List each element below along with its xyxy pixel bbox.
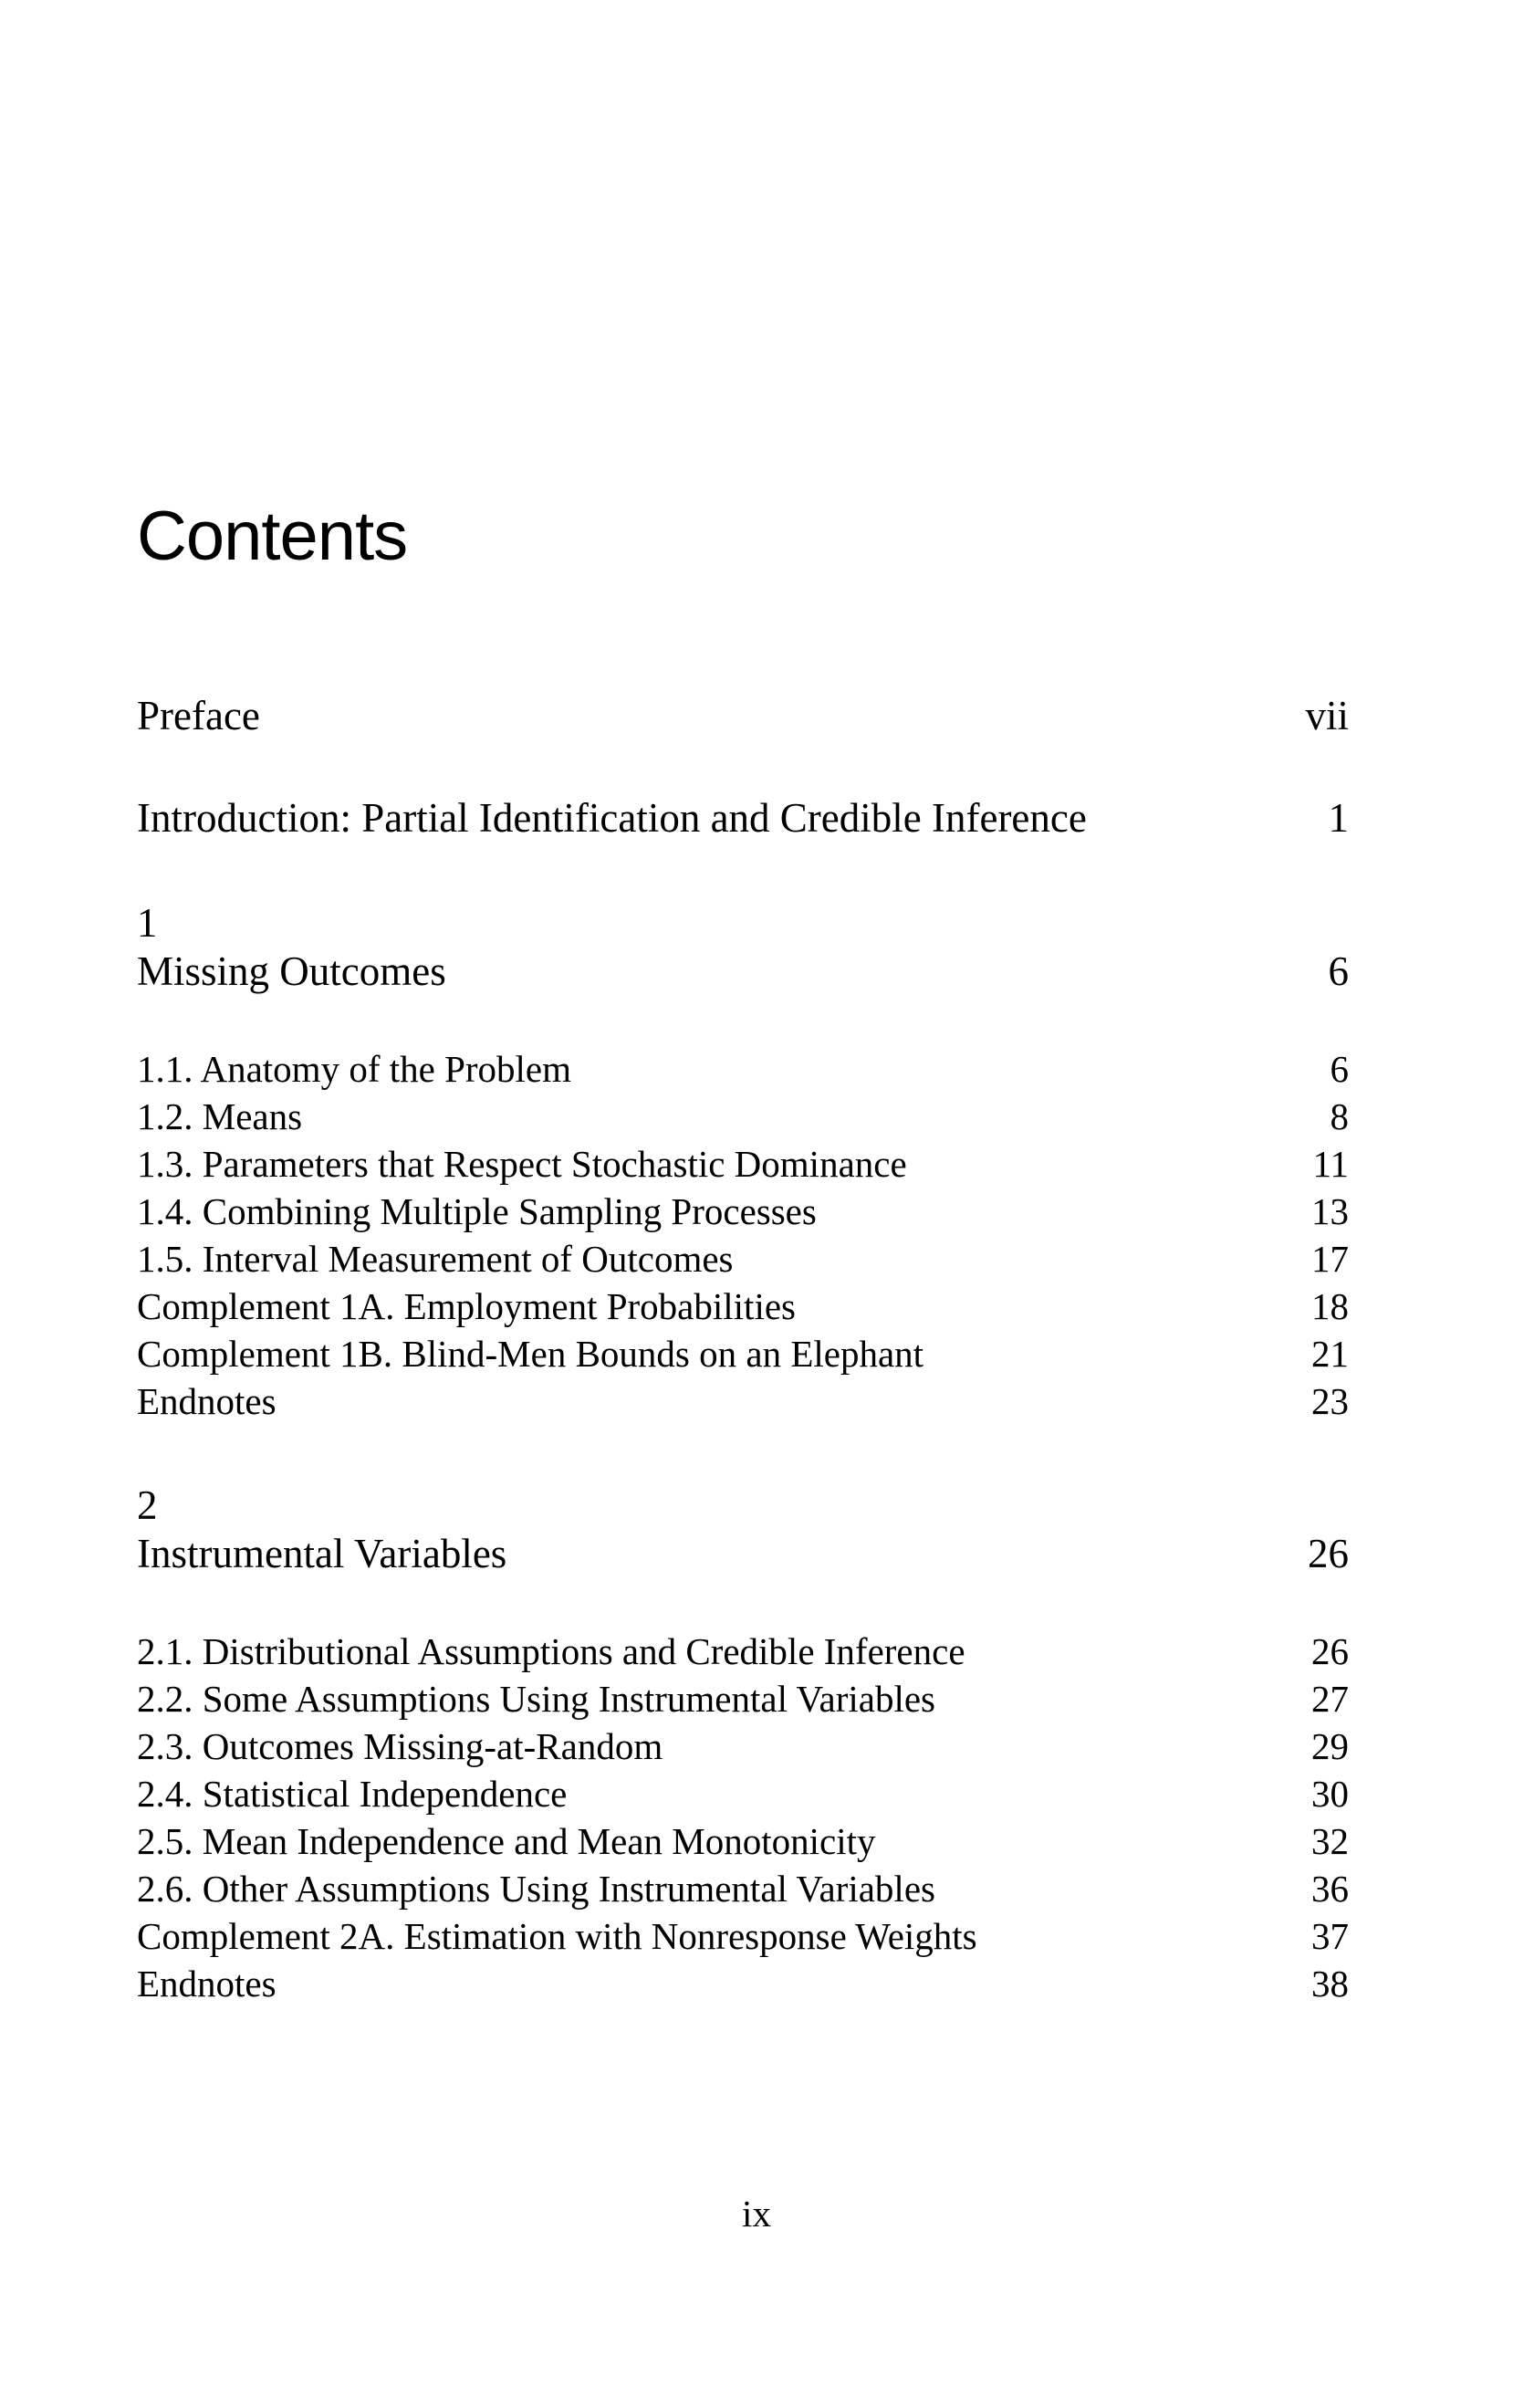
toc-section[interactable] xyxy=(137,1818,1349,1864)
toc-section[interactable] xyxy=(137,1331,1349,1377)
toc-section-label: Endnotes xyxy=(137,1963,277,2005)
toc-section[interactable] xyxy=(137,1378,1349,1424)
toc-section-label: Complement 1A. Employment Probabilities xyxy=(137,1285,796,1327)
toc-section-page: 13 xyxy=(1311,1190,1349,1232)
toc-section[interactable] xyxy=(137,1141,1349,1187)
toc-section-page: 38 xyxy=(1311,1963,1349,2005)
chapter-1-heading[interactable] xyxy=(137,947,1349,995)
toc-section-label: 1.5. Interval Measurement of Outcomes xyxy=(137,1238,734,1280)
page-title: Contents xyxy=(137,497,408,575)
toc-section[interactable] xyxy=(137,1283,1349,1329)
chapter-page: 26 xyxy=(1308,1531,1349,1576)
toc-section-page: 8 xyxy=(1330,1095,1349,1137)
toc-section-label: 1.3. Parameters that Respect Stochastic Dominance xyxy=(137,1143,907,1185)
toc-section[interactable] xyxy=(137,1236,1349,1282)
toc-section-label: 2.3. Outcomes Missing-at-Random xyxy=(137,1725,663,1767)
toc-section[interactable] xyxy=(137,1046,1349,1092)
toc-section-label: 2.6. Other Assumptions Using Instrumental Variables xyxy=(137,1868,935,1910)
page-number: ix xyxy=(742,2193,771,2235)
toc-section-page: 36 xyxy=(1311,1868,1349,1910)
toc-section[interactable] xyxy=(137,1676,1349,1722)
toc-entry-page: 1 xyxy=(1328,795,1349,841)
chapter-title: Missing Outcomes xyxy=(137,948,446,994)
toc-section[interactable] xyxy=(137,1628,1349,1674)
toc-section-label: 1.4. Combining Multiple Sampling Processes xyxy=(137,1190,817,1232)
toc-section[interactable] xyxy=(137,1961,1349,2006)
chapter-page: 6 xyxy=(1328,948,1349,994)
toc-section[interactable] xyxy=(137,1723,1349,1769)
chapter-2-heading[interactable] xyxy=(137,1530,1349,1577)
toc-section-page: 30 xyxy=(1311,1773,1349,1815)
toc-section-page: 21 xyxy=(1311,1333,1349,1375)
toc-section-label: Complement 2A. Estimation with Nonresponse Weights xyxy=(137,1915,977,1957)
toc-entry-preface[interactable] xyxy=(137,692,1349,739)
toc-section[interactable] xyxy=(137,1188,1349,1234)
chapter-1-number: 1 xyxy=(137,900,158,946)
toc-section-page: 27 xyxy=(1311,1678,1349,1720)
toc-section-page: 37 xyxy=(1311,1915,1349,1957)
toc-section-page: 23 xyxy=(1311,1380,1349,1422)
toc-entry-page: vii xyxy=(1305,693,1349,738)
toc-section-label: 1.2. Means xyxy=(137,1095,303,1137)
toc-section-page: 6 xyxy=(1330,1048,1349,1090)
toc-section-page: 26 xyxy=(1311,1630,1349,1672)
toc-section-label: 1.1. Anatomy of the Problem xyxy=(137,1048,572,1090)
toc-section-page: 18 xyxy=(1311,1285,1349,1327)
toc-entry-label: Preface xyxy=(137,693,260,738)
toc-section-label: 2.2. Some Assumptions Using Instrumental Variables xyxy=(137,1678,936,1720)
toc-section-label: 2.5. Mean Independence and Mean Monotonicity xyxy=(137,1820,876,1862)
toc-section[interactable] xyxy=(137,1094,1349,1139)
toc-section[interactable] xyxy=(137,1913,1349,1959)
toc-entry-introduction[interactable] xyxy=(137,794,1349,842)
chapter-2-number: 2 xyxy=(137,1482,158,1528)
toc-section-page: 29 xyxy=(1311,1725,1349,1767)
toc-section-label: Complement 1B. Blind-Men Bounds on an Elephant xyxy=(137,1333,924,1375)
toc-section[interactable] xyxy=(137,1771,1349,1816)
chapter-title: Instrumental Variables xyxy=(137,1531,507,1576)
toc-section-page: 17 xyxy=(1311,1238,1349,1280)
toc-section-page: 32 xyxy=(1311,1820,1349,1862)
toc-section-page: 11 xyxy=(1312,1143,1349,1185)
toc-section-label: 2.4. Statistical Independence xyxy=(137,1773,568,1815)
toc-entry-label: Introduction: Partial Identification and Credible Inference xyxy=(137,795,1087,841)
toc-section-label: 2.1. Distributional Assumptions and Credible Inference xyxy=(137,1630,965,1672)
toc-section[interactable] xyxy=(137,1866,1349,1911)
toc-section-label: Endnotes xyxy=(137,1380,277,1422)
